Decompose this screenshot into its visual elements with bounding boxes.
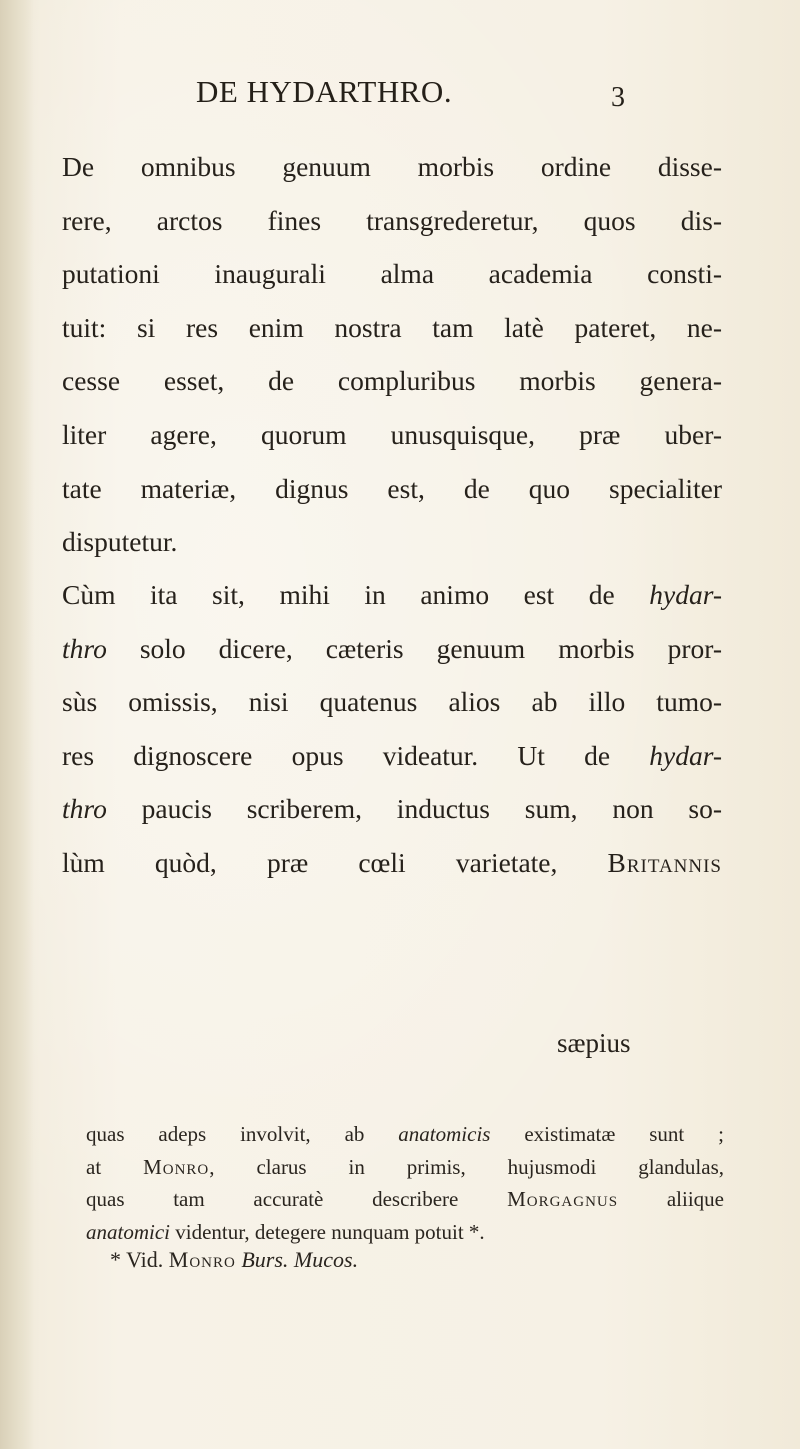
footnote-marker: * Vid. [110, 1247, 169, 1272]
text-segment: aliique [618, 1187, 724, 1211]
text-line: De omnibus genuum morbis ordine disse- [62, 151, 722, 182]
italic-term: Burs. Mucos. [241, 1247, 359, 1272]
italic-term: thro [62, 632, 107, 664]
text-segment: solo dicere, cæteris genuum morbis pror- [106, 632, 722, 664]
small-caps-name: Morgagnus [507, 1187, 619, 1211]
text-line: disputetur. [62, 526, 178, 558]
paragraph-1 [62, 140, 722, 569]
italic-term: anatomicis [398, 1122, 491, 1146]
text-line [62, 782, 722, 836]
page-gutter-shadow [0, 0, 34, 1449]
text-line: rere, arctos fines transgrederetur, quos dis- [62, 204, 722, 236]
running-title: DE HYDARTHRO. [196, 74, 453, 109]
text-line [62, 729, 722, 783]
note-line [86, 1216, 724, 1249]
note-line [86, 1118, 724, 1151]
text-line: tuit: si res enim nostra tam latè pateret, ne- [62, 311, 722, 343]
text-segment: at [86, 1154, 144, 1179]
paragraph-2 [62, 568, 722, 890]
text-line: sùs omissis, nisi quatenus alios ab illo tumo- [62, 686, 722, 718]
text-line: liter agere, quorum unusquisque, præ uber- [62, 418, 722, 450]
continued-note [86, 1118, 724, 1248]
small-caps-name: Monro [168, 1247, 236, 1272]
small-caps-name: Britannis [607, 846, 722, 878]
catchword: sæpius [557, 1028, 631, 1058]
text-line [62, 622, 722, 676]
text-line [62, 568, 722, 622]
note-line [86, 1151, 724, 1184]
text-segment: res dignoscere opus videatur. Ut de [62, 739, 650, 771]
italic-term: hydar- [649, 739, 722, 771]
text-segment: existimatæ sunt ; [490, 1122, 724, 1146]
italic-term: thro [62, 793, 107, 825]
text-segment: videntur, detegere nunquam potuit *. [170, 1219, 485, 1244]
text-segment: lùm quòd, præ cœli varietate, [62, 846, 608, 878]
text-line [62, 836, 722, 890]
text-segment: quas tam accuratè describere [86, 1187, 508, 1211]
note-line [86, 1183, 724, 1216]
text-line: cesse esset, de compluribus morbis genera- [62, 365, 722, 397]
text-segment: Cùm ita sit, mihi in animo est de [62, 579, 650, 610]
text-segment: paucis scriberem, inductus sum, non so- [106, 793, 722, 825]
italic-term: hydar- [649, 579, 722, 610]
text-line: putationi inaugurali alma academia consti- [62, 258, 722, 290]
text-segment: , clarus in primis, hujusmodi glandulas, [209, 1154, 724, 1179]
italic-term: anatomici [86, 1219, 170, 1244]
text-segment: quas adeps involvit, ab [86, 1122, 399, 1146]
small-caps-name: Monro [143, 1154, 210, 1179]
text-line: tate materiæ, dignus est, de quo specialiter [62, 472, 722, 504]
footnote [110, 1247, 358, 1273]
page-number: 3 [611, 82, 625, 113]
